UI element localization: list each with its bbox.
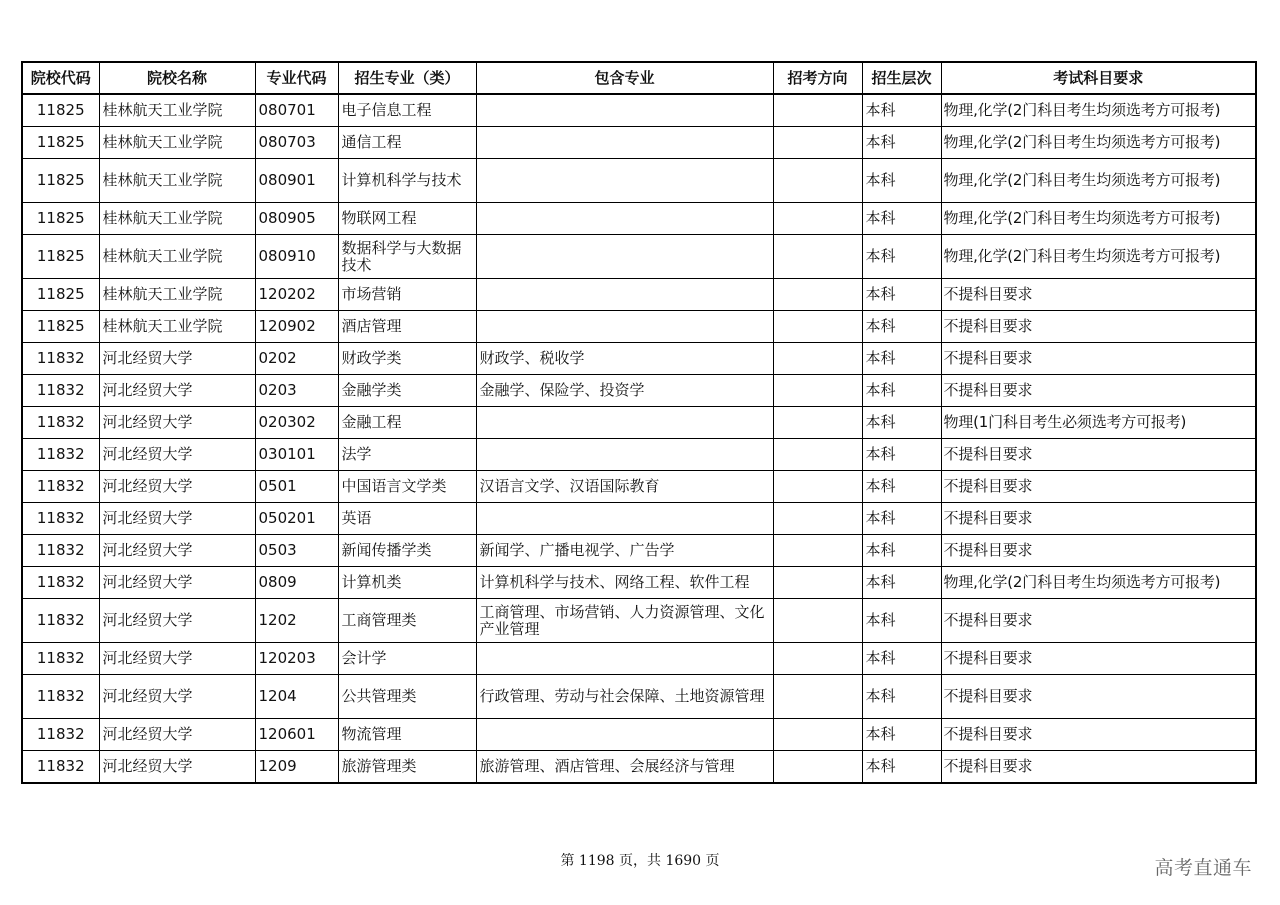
cell-included-majors: 工商管理、市场营销、人力资源管理、文化产业管理 (476, 599, 773, 643)
cell-major-code: 020302 (255, 407, 338, 439)
cell-school-name: 桂林航天工业学院 (99, 127, 255, 159)
cell-subject-requirements: 物理,化学(2门科目考生均须选考方可报考) (941, 159, 1256, 203)
table-row (22, 203, 1256, 235)
header-school-name: 院校名称 (99, 62, 255, 94)
table-row (22, 279, 1256, 311)
cell-school-name: 河北经贸大学 (99, 751, 255, 784)
cell-level: 本科 (862, 375, 941, 407)
cell-school-name: 河北经贸大学 (99, 567, 255, 599)
header-major-code: 专业代码 (255, 62, 338, 94)
cell-school-code: 11832 (22, 719, 99, 751)
cell-school-code: 11832 (22, 471, 99, 503)
page-footer: 第 1198 页，共 1690 页 (560, 853, 720, 869)
cell-major: 工商管理类 (338, 599, 476, 643)
watermark: 高考直通车 (1154, 857, 1252, 879)
cell-major: 酒店管理 (338, 311, 476, 343)
cell-direction (773, 643, 862, 675)
header-school-code: 院校代码 (22, 62, 99, 94)
cell-included-majors: 旅游管理、酒店管理、会展经济与管理 (476, 751, 773, 784)
cell-major-code: 080905 (255, 203, 338, 235)
cell-subject-requirements: 不提科目要求 (941, 503, 1256, 535)
cell-school-name: 桂林航天工业学院 (99, 94, 255, 127)
table-row (22, 503, 1256, 535)
cell-school-name: 河北经贸大学 (99, 407, 255, 439)
cell-major: 金融工程 (338, 407, 476, 439)
cell-direction (773, 567, 862, 599)
cell-major-code: 030101 (255, 439, 338, 471)
cell-subject-requirements: 不提科目要求 (941, 375, 1256, 407)
cell-included-majors (476, 279, 773, 311)
cell-subject-requirements: 不提科目要求 (941, 279, 1256, 311)
cell-included-majors: 汉语言文学、汉语国际教育 (476, 471, 773, 503)
cell-major: 市场营销 (338, 279, 476, 311)
cell-direction (773, 127, 862, 159)
cell-direction (773, 311, 862, 343)
cell-major: 计算机科学与技术 (338, 159, 476, 203)
cell-major-code: 1204 (255, 675, 338, 719)
cell-school-name: 桂林航天工业学院 (99, 159, 255, 203)
cell-school-name: 桂林航天工业学院 (99, 311, 255, 343)
table-row (22, 235, 1256, 279)
cell-level: 本科 (862, 127, 941, 159)
cell-major-code: 0203 (255, 375, 338, 407)
table-row (22, 567, 1256, 599)
cell-direction (773, 407, 862, 439)
cell-major: 公共管理类 (338, 675, 476, 719)
cell-major: 旅游管理类 (338, 751, 476, 784)
cell-school-name: 河北经贸大学 (99, 675, 255, 719)
cell-school-code: 11825 (22, 279, 99, 311)
cell-included-majors: 行政管理、劳动与社会保障、土地资源管理 (476, 675, 773, 719)
cell-included-majors: 金融学、保险学、投资学 (476, 375, 773, 407)
cell-school-code: 11825 (22, 235, 99, 279)
table-row (22, 751, 1256, 784)
cell-included-majors (476, 94, 773, 127)
table-row (22, 343, 1256, 375)
cell-major: 财政学类 (338, 343, 476, 375)
cell-major: 法学 (338, 439, 476, 471)
header-row (22, 62, 1256, 94)
cell-direction (773, 675, 862, 719)
cell-school-name: 桂林航天工业学院 (99, 203, 255, 235)
cell-school-code: 11832 (22, 643, 99, 675)
cell-major-code: 080701 (255, 94, 338, 127)
cell-included-majors (476, 719, 773, 751)
cell-major-code: 080703 (255, 127, 338, 159)
cell-subject-requirements: 不提科目要求 (941, 439, 1256, 471)
cell-major-code: 0202 (255, 343, 338, 375)
table-row (22, 675, 1256, 719)
cell-level: 本科 (862, 407, 941, 439)
cell-school-code: 11825 (22, 159, 99, 203)
table-row (22, 471, 1256, 503)
table-row (22, 719, 1256, 751)
cell-school-code: 11825 (22, 127, 99, 159)
cell-major: 物流管理 (338, 719, 476, 751)
cell-school-code: 11832 (22, 751, 99, 784)
cell-school-name: 河北经贸大学 (99, 439, 255, 471)
table-row (22, 127, 1256, 159)
cell-subject-requirements: 不提科目要求 (941, 675, 1256, 719)
cell-school-name: 桂林航天工业学院 (99, 235, 255, 279)
cell-school-name: 河北经贸大学 (99, 471, 255, 503)
cell-level: 本科 (862, 343, 941, 375)
cell-major-code: 050201 (255, 503, 338, 535)
cell-level: 本科 (862, 203, 941, 235)
cell-major-code: 120203 (255, 643, 338, 675)
cell-school-name: 河北经贸大学 (99, 503, 255, 535)
cell-level: 本科 (862, 94, 941, 127)
table-row (22, 643, 1256, 675)
cell-direction (773, 343, 862, 375)
cell-included-majors: 新闻学、广播电视学、广告学 (476, 535, 773, 567)
cell-school-name: 河北经贸大学 (99, 535, 255, 567)
cell-school-name: 河北经贸大学 (99, 643, 255, 675)
cell-major-code: 1202 (255, 599, 338, 643)
cell-major: 英语 (338, 503, 476, 535)
cell-major-code: 1209 (255, 751, 338, 784)
cell-level: 本科 (862, 535, 941, 567)
table-row (22, 311, 1256, 343)
cell-major-code: 120202 (255, 279, 338, 311)
cell-included-majors (476, 439, 773, 471)
table-row (22, 375, 1256, 407)
header-subject-requirements: 考试科目要求 (941, 62, 1256, 94)
cell-school-code: 11825 (22, 94, 99, 127)
cell-included-majors: 财政学、税收学 (476, 343, 773, 375)
cell-level: 本科 (862, 567, 941, 599)
cell-direction (773, 751, 862, 784)
cell-level: 本科 (862, 439, 941, 471)
cell-subject-requirements: 不提科目要求 (941, 599, 1256, 643)
cell-major: 会计学 (338, 643, 476, 675)
table-row (22, 439, 1256, 471)
cell-direction (773, 599, 862, 643)
cell-subject-requirements: 不提科目要求 (941, 471, 1256, 503)
cell-subject-requirements: 不提科目要求 (941, 719, 1256, 751)
cell-school-code: 11825 (22, 203, 99, 235)
cell-subject-requirements: 物理(1门科目考生必须选考方可报考) (941, 407, 1256, 439)
cell-included-majors (476, 127, 773, 159)
cell-level: 本科 (862, 719, 941, 751)
cell-school-code: 11832 (22, 343, 99, 375)
cell-direction (773, 535, 862, 567)
table-row (22, 407, 1256, 439)
cell-major: 中国语言文学类 (338, 471, 476, 503)
cell-level: 本科 (862, 675, 941, 719)
cell-major: 数据科学与大数据技术 (338, 235, 476, 279)
cell-subject-requirements: 物理,化学(2门科目考生均须选考方可报考) (941, 235, 1256, 279)
cell-subject-requirements: 不提科目要求 (941, 535, 1256, 567)
cell-subject-requirements: 不提科目要求 (941, 311, 1256, 343)
cell-subject-requirements: 物理,化学(2门科目考生均须选考方可报考) (941, 127, 1256, 159)
cell-school-name: 河北经贸大学 (99, 375, 255, 407)
table-header (22, 62, 1256, 94)
admissions-table (21, 61, 1257, 784)
cell-level: 本科 (862, 503, 941, 535)
cell-major: 计算机类 (338, 567, 476, 599)
cell-school-name: 桂林航天工业学院 (99, 279, 255, 311)
cell-direction (773, 439, 862, 471)
cell-level: 本科 (862, 311, 941, 343)
cell-subject-requirements: 物理,化学(2门科目考生均须选考方可报考) (941, 203, 1256, 235)
table-body (22, 94, 1256, 783)
cell-direction (773, 94, 862, 127)
cell-direction (773, 159, 862, 203)
cell-included-majors (476, 503, 773, 535)
cell-direction (773, 203, 862, 235)
cell-major: 通信工程 (338, 127, 476, 159)
cell-major: 物联网工程 (338, 203, 476, 235)
header-direction: 招考方向 (773, 62, 862, 94)
cell-school-code: 11832 (22, 407, 99, 439)
cell-subject-requirements: 物理,化学(2门科目考生均须选考方可报考) (941, 94, 1256, 127)
cell-level: 本科 (862, 235, 941, 279)
cell-school-code: 11832 (22, 675, 99, 719)
table-row (22, 535, 1256, 567)
cell-included-majors (476, 407, 773, 439)
cell-major-code: 080910 (255, 235, 338, 279)
cell-school-code: 11832 (22, 535, 99, 567)
cell-level: 本科 (862, 599, 941, 643)
cell-school-name: 河北经贸大学 (99, 343, 255, 375)
cell-major-code: 0503 (255, 535, 338, 567)
cell-included-majors (476, 203, 773, 235)
header-major: 招生专业（类） (338, 62, 476, 94)
cell-major-code: 120601 (255, 719, 338, 751)
cell-included-majors (476, 311, 773, 343)
cell-direction (773, 235, 862, 279)
cell-direction (773, 503, 862, 535)
cell-level: 本科 (862, 279, 941, 311)
table-row (22, 599, 1256, 643)
cell-subject-requirements: 物理,化学(2门科目考生均须选考方可报考) (941, 567, 1256, 599)
header-level: 招生层次 (862, 62, 941, 94)
cell-school-code: 11832 (22, 567, 99, 599)
cell-major-code: 120902 (255, 311, 338, 343)
table-row (22, 94, 1256, 127)
cell-school-code: 11825 (22, 311, 99, 343)
cell-subject-requirements: 不提科目要求 (941, 643, 1256, 675)
header-included-majors: 包含专业 (476, 62, 773, 94)
cell-subject-requirements: 不提科目要求 (941, 751, 1256, 784)
cell-level: 本科 (862, 471, 941, 503)
cell-school-name: 河北经贸大学 (99, 719, 255, 751)
cell-included-majors (476, 235, 773, 279)
cell-direction (773, 719, 862, 751)
cell-school-code: 11832 (22, 439, 99, 471)
cell-direction (773, 471, 862, 503)
table-row (22, 159, 1256, 203)
cell-major-code: 080901 (255, 159, 338, 203)
cell-major: 新闻传播学类 (338, 535, 476, 567)
cell-school-code: 11832 (22, 503, 99, 535)
cell-level: 本科 (862, 643, 941, 675)
cell-major-code: 0809 (255, 567, 338, 599)
cell-direction (773, 375, 862, 407)
cell-school-name: 河北经贸大学 (99, 599, 255, 643)
cell-level: 本科 (862, 751, 941, 784)
cell-included-majors (476, 159, 773, 203)
cell-included-majors: 计算机科学与技术、网络工程、软件工程 (476, 567, 773, 599)
cell-school-code: 11832 (22, 599, 99, 643)
cell-subject-requirements: 不提科目要求 (941, 343, 1256, 375)
cell-major: 电子信息工程 (338, 94, 476, 127)
cell-school-code: 11832 (22, 375, 99, 407)
cell-major: 金融学类 (338, 375, 476, 407)
cell-direction (773, 279, 862, 311)
cell-major-code: 0501 (255, 471, 338, 503)
cell-included-majors (476, 643, 773, 675)
cell-level: 本科 (862, 159, 941, 203)
